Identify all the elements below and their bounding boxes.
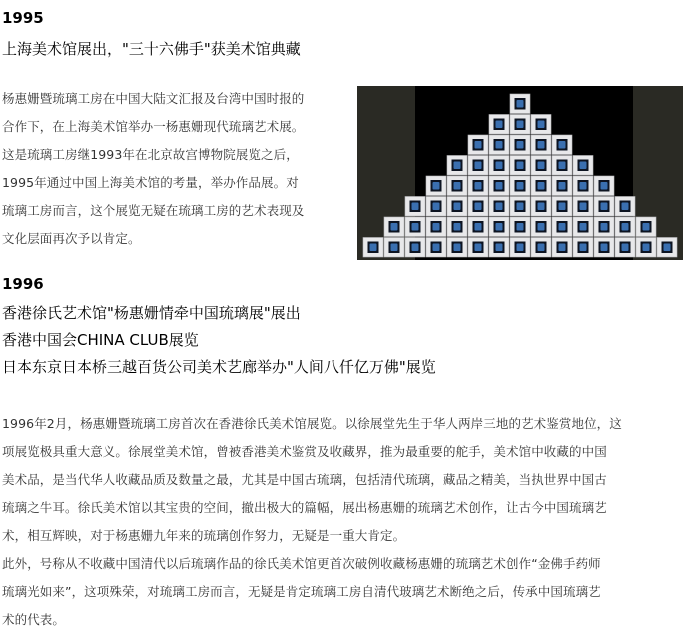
- display-box: [636, 217, 656, 237]
- display-box: [405, 238, 425, 258]
- display-box: [489, 156, 509, 176]
- display-box: [636, 238, 656, 258]
- display-box: [489, 197, 509, 217]
- paragraph-line: 术的代表。: [2, 612, 66, 627]
- display-box: [405, 197, 425, 217]
- display-box: [531, 238, 551, 258]
- paragraph-line: 此外，号称从不收藏中国清代以后琉璃作品的徐氏美术馆更首次破例收藏杨惠姗的琉璃艺术创作“金佛手药师: [2, 556, 601, 571]
- display-box: [489, 135, 509, 155]
- display-box: [468, 176, 488, 196]
- paragraph-line: 美术品，是当代华人收藏品质及数量之最，尤其是中国古琉璃，包括清代琉璃，藏品之精美，当执世界中国古: [2, 472, 607, 487]
- display-box: [468, 217, 488, 237]
- display-box: [468, 238, 488, 258]
- display-box: [384, 217, 404, 237]
- display-box: [594, 197, 614, 217]
- paragraph-line: 1995年通过中国上海美术馆的考量，举办作品展。对: [2, 175, 299, 190]
- display-box: [426, 176, 446, 196]
- display-box: [489, 217, 509, 237]
- display-box: [594, 238, 614, 258]
- display-box: [531, 156, 551, 176]
- paragraph-line: 琉璃工房而言，这个展览无疑在琉璃工房的艺术表现及: [2, 203, 305, 218]
- headline-1996-1: 香港徐氏艺术馆"杨惠姗情牵中国琉璃展"展出: [2, 304, 301, 322]
- display-box: [531, 115, 551, 135]
- display-box: [405, 217, 425, 237]
- display-box: [363, 238, 383, 258]
- display-box: [594, 217, 614, 237]
- paragraph-line: 合作下，在上海美术馆举办一杨惠姗现代琉璃艺术展。: [2, 119, 305, 134]
- display-box: [489, 115, 509, 135]
- pyramid-illustration: [357, 86, 683, 260]
- display-box: [468, 156, 488, 176]
- display-box: [552, 156, 572, 176]
- display-box: [531, 197, 551, 217]
- display-box: [657, 238, 677, 258]
- display-box: [510, 176, 530, 196]
- display-box: [552, 217, 572, 237]
- display-box: [426, 238, 446, 258]
- paragraph-line: 项展览极具重大意义。徐展堂美术馆，曾被香港美术鉴赏及收藏界，推为最重要的舵手，美术馆中收藏的中国: [2, 444, 607, 459]
- paragraph-line: 琉璃之牛耳。徐氏美术馆以其宝贵的空间，撤出极大的篇幅，展出杨惠姗的琉璃艺术创作，让古今中国琉璃艺: [2, 500, 607, 515]
- display-box: [510, 197, 530, 217]
- display-box: [552, 176, 572, 196]
- display-box: [447, 197, 467, 217]
- display-box: [447, 217, 467, 237]
- display-box: [594, 176, 614, 196]
- display-box: [510, 115, 530, 135]
- display-box: [468, 197, 488, 217]
- display-box: [531, 135, 551, 155]
- display-box: [384, 238, 404, 258]
- display-box: [447, 176, 467, 196]
- display-box: [573, 156, 593, 176]
- headline-1995: 上海美术馆展出，"三十六佛手"获美术馆典藏: [2, 40, 301, 58]
- headline-1996-2: 香港中国会CHINA CLUB展览: [2, 331, 199, 349]
- display-box: [510, 94, 530, 114]
- display-box: [489, 238, 509, 258]
- display-box: [615, 238, 635, 258]
- display-box: [531, 176, 551, 196]
- display-box: [573, 176, 593, 196]
- paragraph-line: 这是琉璃工房继1993年在北京故宫博物院展览之后，: [2, 147, 299, 162]
- display-box: [510, 217, 530, 237]
- display-box: [615, 197, 635, 217]
- paragraph-line: 琉璃光如来”，这项殊荣，对琉璃工房而言，无疑是肯定琉璃工房自清代玻璃艺术断绝之后，传承中国琉璃艺: [2, 584, 601, 599]
- paragraph-line: 杨惠姗暨琉璃工房在中国大陆文汇报及台湾中国时报的: [2, 91, 305, 106]
- display-box: [489, 176, 509, 196]
- paragraph-line: 1996年2月，杨惠姗暨琉璃工房首次在香港徐氏美术馆展览。以徐展堂先生于华人两岸三地的艺术鉴赏地位，这: [2, 416, 622, 431]
- display-box: [468, 135, 488, 155]
- display-box: [510, 135, 530, 155]
- display-box: [573, 197, 593, 217]
- buddha-hands-pyramid-photo: [357, 86, 683, 260]
- display-box: [426, 217, 446, 237]
- display-box: [552, 197, 572, 217]
- display-box: [447, 238, 467, 258]
- display-box: [573, 238, 593, 258]
- display-box: [510, 156, 530, 176]
- paragraph-line: 文化层面再次予以肯定。: [2, 231, 141, 246]
- year-1995: 1995: [2, 9, 44, 27]
- year-1996: 1996: [2, 275, 44, 293]
- display-box: [426, 197, 446, 217]
- display-box: [573, 217, 593, 237]
- display-box: [510, 238, 530, 258]
- display-box: [531, 217, 551, 237]
- paragraph-line: 术，相互辉映，对于杨惠姗九年来的琉璃创作努力，无疑是一重大肯定。: [2, 528, 406, 543]
- display-box: [447, 156, 467, 176]
- display-box: [552, 238, 572, 258]
- display-box: [615, 217, 635, 237]
- display-box: [552, 135, 572, 155]
- headline-1996-3: 日本东京日本桥三越百货公司美术艺廊举办"人间八仟亿万佛"展览: [2, 358, 436, 376]
